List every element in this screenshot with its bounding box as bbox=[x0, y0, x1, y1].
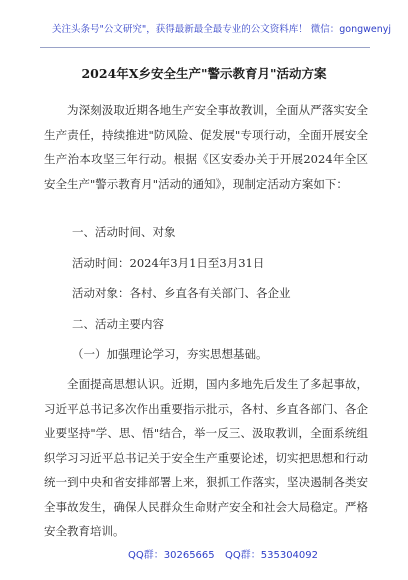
subsection-heading-theory: （一）加强理论学习，夯实思想基础。 bbox=[72, 347, 268, 361]
activity-target: 活动对象：各村、乡直各有关部门、各企业 bbox=[72, 286, 291, 300]
body-paragraph: 全面提高思想认识。近期，国内多地先后发生了多起事故，习近平总书记多次作出重要指示批示，各村、乡直各部门、各企业要坚持"学、思、悟"结合，举一反三、汲取教训，全面系统组织学习习近平总书记关于安全生产重要论述，切实把思想和行动统一到中央和省安排部署上来，狠抓工作落实，坚决遏制各类安全事故发生，确保人民群众生命财产安全和社会大局稳定。严格安全教育培训。 bbox=[44, 377, 368, 538]
footer-qq-group-2: QQ群：535304092 bbox=[225, 550, 319, 561]
footer-qq-group-1: QQ群：30265665 bbox=[128, 550, 215, 561]
top-banner: 关注头条号"公文研究"，获得最新最全最专业的公文资料库！ 微信：gongwenyj bbox=[52, 24, 392, 35]
header-divider bbox=[40, 47, 370, 48]
footer bbox=[0, 546, 408, 560]
intro-paragraph: 为深刻汲取近期各地生产安全事故教训，全面从严落实安全生产责任，持续推进"防风险、促发展"专项行动，全面开展安全生产治本攻坚三年行动。根据《区安委办关于开展2024年全区安全生产"警示教育月"活动的通知》，现制定活动方案如下： bbox=[44, 103, 368, 191]
activity-time: 活动时间：2024年3月1日至3月31日 bbox=[72, 256, 265, 270]
section-heading-time-target: 一、活动时间、对象 bbox=[72, 225, 176, 239]
document-title: 2024年X乡安全生产"警示教育月"活动方案 bbox=[81, 66, 327, 81]
section-heading-content: 二、活动主要内容 bbox=[72, 317, 164, 331]
